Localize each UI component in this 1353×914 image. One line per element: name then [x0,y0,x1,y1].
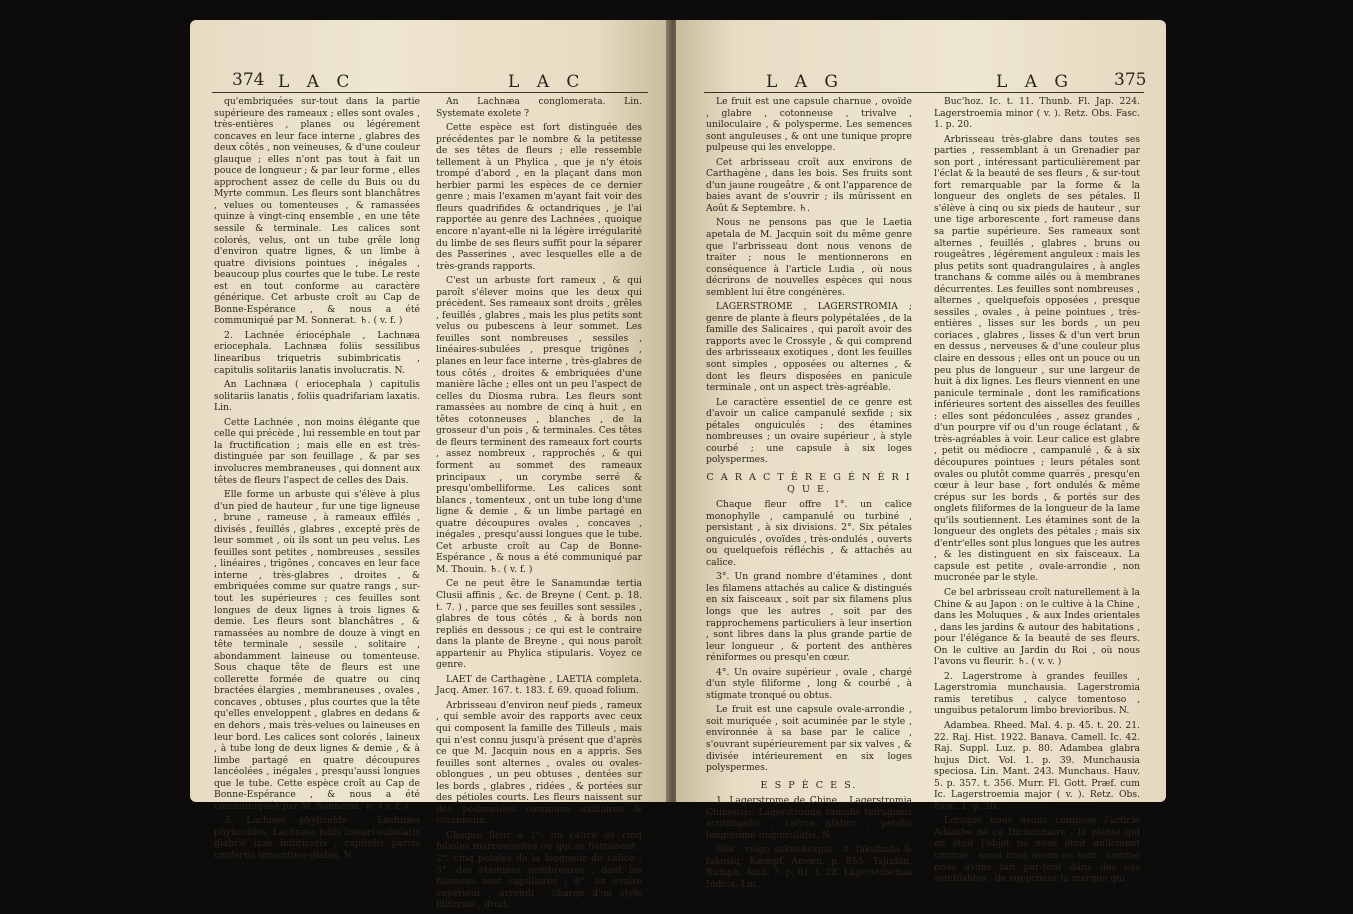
paragraph: Le fruit est une capsule charnue , ovoïde , glabre , cotonneuse , trivalve , uniloculaire , & polysperme. Les semences sont anguleuses , & ont une tunique propre pulpeuse qui les enveloppe. [706,96,912,154]
paragraph: Elle forme un arbuste qui s'élève à plus d'un pied de hauteur , fur une tige ligneuse , brune , rameuse , à rameaux effilés , divisés , feuillés , glabres , excepté près de leur sommet , où ils sont un peu velus. Les feuilles sont petites , nombreuses , sessiles , linéaires , trigônes , concaves en leur face interne , très-glabres , droites , & embriquées comme sur quatre rangs , sur-tout les supérieures ; ces feuilles sont longues de deux lignes à trois lignes & demie. Les fleurs sont blanchâtres , & ramassées au nombre de douze à vingt en tête terminale , sessile , solitaire , abondamment laineuse ou tomenteuse. Sous chaque tête de fleurs est une collerette formée de quatre ou cinq bractées élargies , membraneuses , ovales , concaves , obtuses , plus courtes que la tête qu'elles enveloppent , glabres en dedans & en dehors , mais très-velues ou laineuses en leur bord. Les calices sont colorés , laineux , à tube long de deux lignes & demie , & à limbe partagé en quatre découpures lancéolées , inégales , presqu'aussi longues que le tube. Cette espèce croît au Cap de Bonne-Espérance , & nous a été communiquée par M. Sonnerat. ♄. ( v. f. ) [214,489,420,812]
right-column-1 [706,96,912,894]
paragraph: 1. Lagerstrome de Chine , Lagerstromia Chinensis. Lagerstromia ramulis tetragonis acutangulis , calyce glabro , petalis longissimè unguiculatis. N. [706,795,912,841]
paragraph: Le fruit est une capsule ovale-arrondie , soit muriquée , soit acuminée par le style , environnée à sa base par le calice , s'ouvrant supérieurement par six valves , & divisée intérieurement en six loges polyspermes. [706,704,912,774]
header-rule-left [212,92,648,93]
paragraph: 4°. Un ovaire supérieur , ovale , chargé d'un style filiforme , long & courbé , à stigmate tronqué ou obtus. [706,666,912,701]
running-header-right-2: L A G [996,72,1074,92]
paragraph: 2. Lachnée ériocéphale , Lachnæa eriocephala. Lachnæa foliis sessilibus linearibus triquetris subimbricatis , capitulis solitariis lanatis involucratis. N. [214,329,420,376]
paragraph: An Lachnæa ( eriocephala ) capitulis solitariis lanatis , foliis quadrifariam laxatis. Lin. [214,379,420,414]
section-heading: C A R A C T È R E G É N É R I Q U E. [706,471,912,495]
paragraph: Buc'hoz. Ic. t. 11. Thunb. Fl. Jap. 224. Lagerstroemia minor ( v. ). Retz. Obs. Fasc. 1. p. 20. [934,96,1140,131]
paragraph: Adambea. Rheed. Mal. 4. p. 45. t. 20. 21. 22. Raj. Hist. 1922. Banava. Camell. Ic. 42. Raj. Suppl. Luz. p. 80. Adambea glabra hujus Dict. Vol. 1. p. 39. Munchausia speciosa. Lin. Mant. 243. Munchaus. Hauv. 5. p. 357. t. 356. Murr. Fl. Gott. Præf. cum Ic. Lagerstroemia major ( v. ). Retz. Obs. Fasc. 1. p. 20. [934,719,1140,812]
paragraph: Sibi , vulgò sakusitsiqua , it. fakufinda & fakusiq. Kæmpf. Amœn. p. 855. Tsjinkin. Rumph. Amb. 7. p. 61. t. 28. Lagerstroemia Indica. Lin. [706,844,912,890]
paragraph: Ce bel arbrisseau croît naturellement à la Chine & au Japon : on le cultive à la Chine , dans les Moluques , & aux Indes orientales , dans les jardins & autour des habitations , pour l'élégance & la beauté de ses fleurs. On le cultive au Jardin du Roi , où nous l'avons vu fleurir. ♄. ( v. v. ) [934,586,1140,668]
right-page [676,20,1166,890]
paragraph: Lorsque nous avons composé l'article Adambé de ce Dictionnaire , la plante qui en étoit l'objet ne nous étoit nullement connue ; aussi nous avons eu soin , comme nous avons fait par-tout dans des cas semblables , de supprimer la marque qui [934,815,1140,885]
section-heading: E S P È C E S. [760,779,858,791]
paragraph: LAGERSTROME , LAGERSTROMIA ; genre de plante à fleurs polypétalées , de la famille des Salicaires , qui paroît avoir des rapports avec le Crossyle , & qui comprend des arbrisseaux exotiques , dont les feuilles sont simples , opposées ou alternes , & dont les fleurs disposées en panicule terminale , ont un aspect très-agréable. [706,301,912,394]
header-rule-right [704,92,1144,93]
running-header-left-1: L A C [278,72,356,92]
paragraph: Nous ne pensons pas que le Laetia apetala de M. Jacquin soit du même genre que l'arbrisseau dont nous venons de traiter ; nous le mentionnerons en conséquence à l'article Ludia , où nous décrirons de nouvelles espèces qui nous semblent lui être congénères. [706,217,912,298]
left-column-1 [214,96,420,865]
paragraph: 3. Lachnée phylicoïde , Lachnæa phylicoides. Lachnæa foliis lineari-subulatis glabris laxè imbricatis , capitulis parvis confertis tomentoso-glabis, N. [214,815,420,861]
paragraph: An Lachnæa conglomerata. Lin. Systemate exolete ? [436,96,642,119]
paragraph: C'est un arbuste fort rameux , & qui paroît s'élever moins que les deux qui précèdent. Ses rameaux sont droits , grêles , feuillés , glabres , mais les plus petits sont velus ou pubescens à leur sommet. Les feuilles sont nombreuses , sessiles , linéaires-subulées , presque trigônes , planes en leur face interne , très-glabres de tous côtés , droites & embriquées d'une manière lâche ; elles ont un peu l'aspect de celles du Diosma rubra. Les fleurs sont ramassées au nombre de cinq à huit , en têtes cotonneuses , blanches , de la grosseur d'un pois , & terminales. Ces têtes de fleurs terminent des rameaux fort courts , assez nombreux , rapprochés , & qui forment au sommet des rameaux principaux , un corymbe serré & presqu'ombelliforme. Les calices sont blancs , tomenteux , ont un tube long d'une ligne & demie , & un limbe partagé en quatre découpures ovales , concaves , inégales , presqu'aussi longues que le tube. Cet arbuste croît au Cap de Bonne-Espérance , & nous a été communiqué par M. Thouin. ♄. ( v. f. ) [436,275,642,575]
paragraph: Arbrisseau d'environ neuf pieds , rameux , qui semble avoir des rapports avec ceux qui composent la famille des Tilleuls , mais qui n'est connu jusqu'à présent que d'après ce que M. Jacquin nous en a appris. Ses feuilles sont alternes , ovales ou ovales-oblongues , un peu obtuses , dentées sur les bords , glabres , ridées , & portées sur des pétioles courts. Les fleurs naissent sur des pédoncules communs axillaires & cotonneux. [436,699,642,827]
paragraph: LAET de Carthagène , LAETIA completa. Jacq. Amer. 167. t. 183. f. 69. quoad folium. [436,673,642,697]
page-number-right: 375 [1114,70,1147,90]
paragraph: Chaque fleur a 1°. un calice de cinq folioles marcescentes ou qui se flétrissent ; 2°. cinq pétales de la longueur du calice ; 3°. des étamines nombreuses , dont les filamens sont capillaires ; 4°. un ovaire supérieur , arrondi , chargé d'un style filiforme , droit. [436,829,642,911]
paragraph: Cette Lachnée , non moins élégante que celle qui précède , lui ressemble en tout par la fructification ; mais elle en est très-distinguée par son feuillage , & par ses involucres membraneuses , qui donnent aux têtes de fleurs l'aspect de celles des Dais. [214,416,421,486]
left-page [190,20,668,911]
running-header-left-2: L A C [508,72,586,92]
paragraph: Ce ne peut être le Sanamundæ tertia Clusii affinis , &c. de Breyne ( Cent. p. 18. t. 7. ) , parce que ses feuilles sont sessiles , glabres de tous côtés , & à bords non repliés en dessous ; ce qui est le contraire dans la plante de Breyne , qui nous paroît appartenir au Phylica stipularis. Voyez ce genre. [436,578,642,671]
paragraph: Le caractère essentiel de ce genre est d'avoir un calice campanulé sexfide ; six pétales onguiculés ; des étamines nombreuses ; un ovaire supérieur , à style courbé ; une capsule à six loges polyspermes. [706,396,912,466]
left-column-2 [436,96,642,914]
paragraph: Cette espèce est fort distinguée des précédentes par le nombre & la petitesse de ses têtes de fleurs ; elle ressemble tellement à un Phylica , que je n'y étois trompé d'abord , en la plaçant dans mon herbier parmi les espèces de ce dernier genre ; mais l'examen m'ayant fait voir des fleurs quadrifides & octandriques , je l'ai rapportée au genre des Lachnées , quoique encore n'ayant-elle ni la légère irrégularité du limbe de ses fleurs suffit pour la séparer des Passerines , avec lesquelles elle a de très-grands rapports. [436,122,642,272]
right-column-2 [934,96,1140,888]
paragraph: Arbrisseau très-glabre dans toutes ses parties , ressemblant à un Grenadier par son port , intéressant particulièrement par l'éclat & la beauté de ses fleurs , & sur-tout fort remarquable par la forme & la longueur des onglets de ses pétales. Il s'élève à cinq ou six pieds de hauteur , sur une tige arborescente , fort rameuse dans sa partie supérieure. Ses rameaux sont alternes , feuillés , glabres , bruns ou rougeâtres , légérement anguleux : mais les plus petits sont quadrangulaires , à angles tranchans & comme ailés ou à membranes décurrentes. Les feuilles sont nombreuses , alternes , quelquefois opposées , presque sessiles , ovales , à peine pointues , très-entières , lisses sur les bords , un peu coriaces , glabres , lisses & d'un vert brun en dessus , nerveuses & d'une couleur plus claire en dessous ; elles ont un pouce ou un peu plus de longueur , sur une largeur de huit à dix lignes. Les fleurs viennent en une panicule terminale , dont les ramifications inférieures sortent des aisselles des feuilles : elles sont pédonculées , assez grandes , d'un pourpre vif ou d'un rouge éclatant , & très-agréables à voir. Leur calice est glabre , petit ou médiocre , campanulé , & à six découpures pointues ; leurs pétales sont ovales ou plutôt comme quarrés , presqu'en cœur à leur base , fort ondulés & même crépus sur les bords , & portés sur des onglets filiformes de la longueur de la lame qu'ils soutiennent. Les étamines sont de la longueur des onglets des pétales ; mais six d'entr'elles sont plus longues que les autres , & les distinguent en six faisceaux. La capsule est petite , ovale-arrondie , non mucronée par le style. [934,133,1140,584]
paragraph: Cet arbrisseau croît aux environs de Carthagène , dans les bois. Ses fruits sont d'un jaune rougeâtre , & ont l'apparence de baies avant de s'ouvrir ; ils mûrissent en Août & Septembre. ♄. [706,156,912,214]
page-number-left: 374 [232,70,265,90]
running-header-right-1: L A G [766,72,844,92]
paragraph: qu'embriquées sur-tout dans la partie supérieure des rameaux ; elles sont ovales , très-entières , planes ou légérement concaves en leur face interne , glabres des deux côtés , non veineuses, & d'une couleur glauque ; elles n'ont pas tout à fait un pouce de longueur ; & par leur forme , elles approchent assez de celle du Buis ou du Myrte commun. Les fleurs sont blanchâtres , velues ou tomenteuses , & ramassées quinze à vingt-cinq ensemble , en une tête sessile & terminale. Les calices sont colorés, velus, ont un tube grêle long d'environ quatre lignes, & un limbe à quatre divisions pointues , inégales , beaucoup plus courtes que le tube. Le reste est en tout conforme au caractère générique. Cet arbuste croît au Cap de Bonne-Espérance , & nous a été communiqué par M. Sonnerat. ♄. ( v. f. ) [214,96,420,327]
paragraph: 2. Lagerstrome à grandes feuilles , Lagerstromia munchausia. Lagerstromia ramis teretibus , calyce tomentoso , unguibus petalorum limbo brevioribus. N. [934,670,1140,717]
paragraph: Chaque fleur offre 1°. un calice monophylle , campanulé ou turbiné , persistant , à six divisions. 2°. Six pétales onguiculés , ovoïdes , très-ondulés , ouverts ou quelquefois réfléchis , & attachés au calice. [706,499,912,568]
paragraph: 3°. Un grand nombre d'étamines , dont les filamens attachés au calice & distingués en six faisceaux , soit par six filamens plus longs que les autres , soit par des rapprochemens particuliers à leur insertion , sont libres dans la plus grande partie de leur longueur , & portent des anthères réniformes ou presqu'en cœur. [706,571,912,664]
